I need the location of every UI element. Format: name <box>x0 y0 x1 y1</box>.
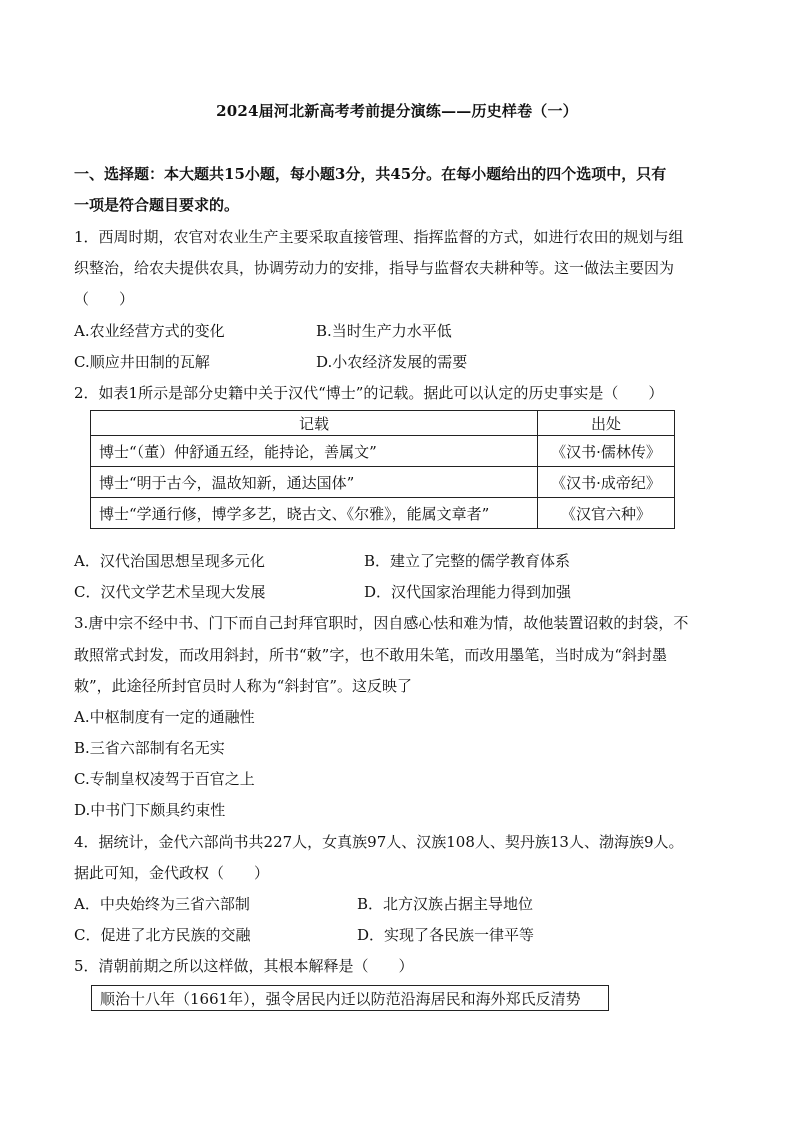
q2-stem: 2．如表1所示是部分史籍中关于汉代“博士”的记载。据此可以认定的历史事实是（ ） <box>74 384 664 402</box>
table-header-record: 记载 <box>91 411 538 436</box>
table-cell-record: 博士“明于古今，温故知新，通达国体” <box>91 467 538 498</box>
table-header-row <box>91 411 675 436</box>
q3-stem-line-3: 敕”，此途径所封官员时人称为“斜封官”。这反映了 <box>74 677 413 695</box>
q3-stem-line-2: 敢照常式封发，而改用斜封，所书“敕”字，也不敢用朱笔，而改用墨笔，当时成为“斜封墨 <box>74 646 668 664</box>
q5-source-box: 顺治十八年（1661年），强令居民内迁以防范沿海居民和海外郑氏反清势 <box>91 985 609 1011</box>
q4-option-d: D．实现了各民族一律平等 <box>357 926 535 944</box>
q1-option-d: D.小农经济发展的需要 <box>316 353 468 371</box>
table-row <box>91 436 675 467</box>
q4-stem-line-1: 4．据统计，金代六部尚书共227人，女真族97人、汉族108人、契丹族13人、渤海族9人。 <box>74 833 684 851</box>
q3-stem-line-1: 3.唐中宗不经中书、门下而自己封拜官职时，因自感心怯和难为情，故他装置诏敕的封袋，不 <box>74 614 689 632</box>
q4-stem-line-2: 据此可知，金代政权（ ） <box>74 864 270 882</box>
q1-stem-line-2: 织整治，给农夫提供农具，协调劳动力的安排，指导与监督农夫耕种等。这一做法主要因为 <box>74 259 675 277</box>
table-cell-source: 《汉书·儒林传》 <box>538 436 675 467</box>
q3-option-c: C.专制皇权凌驾于百官之上 <box>74 770 255 788</box>
section-instruction-line-2: 一项是符合题目要求的。 <box>74 196 240 214</box>
q1-stem-line-3: （ ） <box>74 290 135 308</box>
q5-stem: 5．清朝前期之所以这样做，其根本解释是（ ） <box>74 957 414 975</box>
q3-option-d: D.中书门下颇具约束性 <box>74 801 226 819</box>
q4-option-b: B．北方汉族占据主导地位 <box>357 895 534 913</box>
table-cell-record: 博士“（董）仲舒通五经，能持论，善属文” <box>91 436 538 467</box>
table-row <box>91 467 675 498</box>
q1-stem-line-1: 1．西周时期，农官对农业生产主要采取直接管理、指挥监督的方式，如进行农田的规划与组 <box>74 228 684 246</box>
q2-records-table <box>90 410 675 529</box>
table-cell-source: 《汉书·成帝纪》 <box>538 467 675 498</box>
table-cell-source: 《汉官六种》 <box>538 498 675 529</box>
q4-option-c: C．促进了北方民族的交融 <box>74 926 251 944</box>
table-row <box>91 498 675 529</box>
table-header-source: 出处 <box>538 411 675 436</box>
q2-option-a: A．汉代治国思想呈现多元化 <box>74 552 265 570</box>
q2-option-c: C．汉代文学艺术呈现大发展 <box>74 583 266 601</box>
table-cell-record: 博士“学通行修，博学多艺，晓古文、《尔雅》，能属文章者” <box>91 498 538 529</box>
q1-option-c: C.顺应井田制的瓦解 <box>74 353 210 371</box>
q4-option-a: A．中央始终为三省六部制 <box>74 895 250 913</box>
q3-option-b: B.三省六部制有名无实 <box>74 739 225 757</box>
q3-option-a: A.中枢制度有一定的通融性 <box>74 708 255 726</box>
q1-option-b: B.当时生产力水平低 <box>316 322 452 340</box>
section-instruction-line-1: 一、选择题：本大题共15小题，每小题3分，共45分。在每小题给出的四个选项中，只有 <box>74 165 667 183</box>
document-title: 2024届河北新高考考前提分演练——历史样卷（一） <box>216 102 578 120</box>
q2-option-d: D．汉代国家治理能力得到加强 <box>364 583 572 601</box>
q1-option-a: A.农业经营方式的变化 <box>74 322 225 340</box>
q2-option-b: B．建立了完整的儒学教育体系 <box>364 552 571 570</box>
